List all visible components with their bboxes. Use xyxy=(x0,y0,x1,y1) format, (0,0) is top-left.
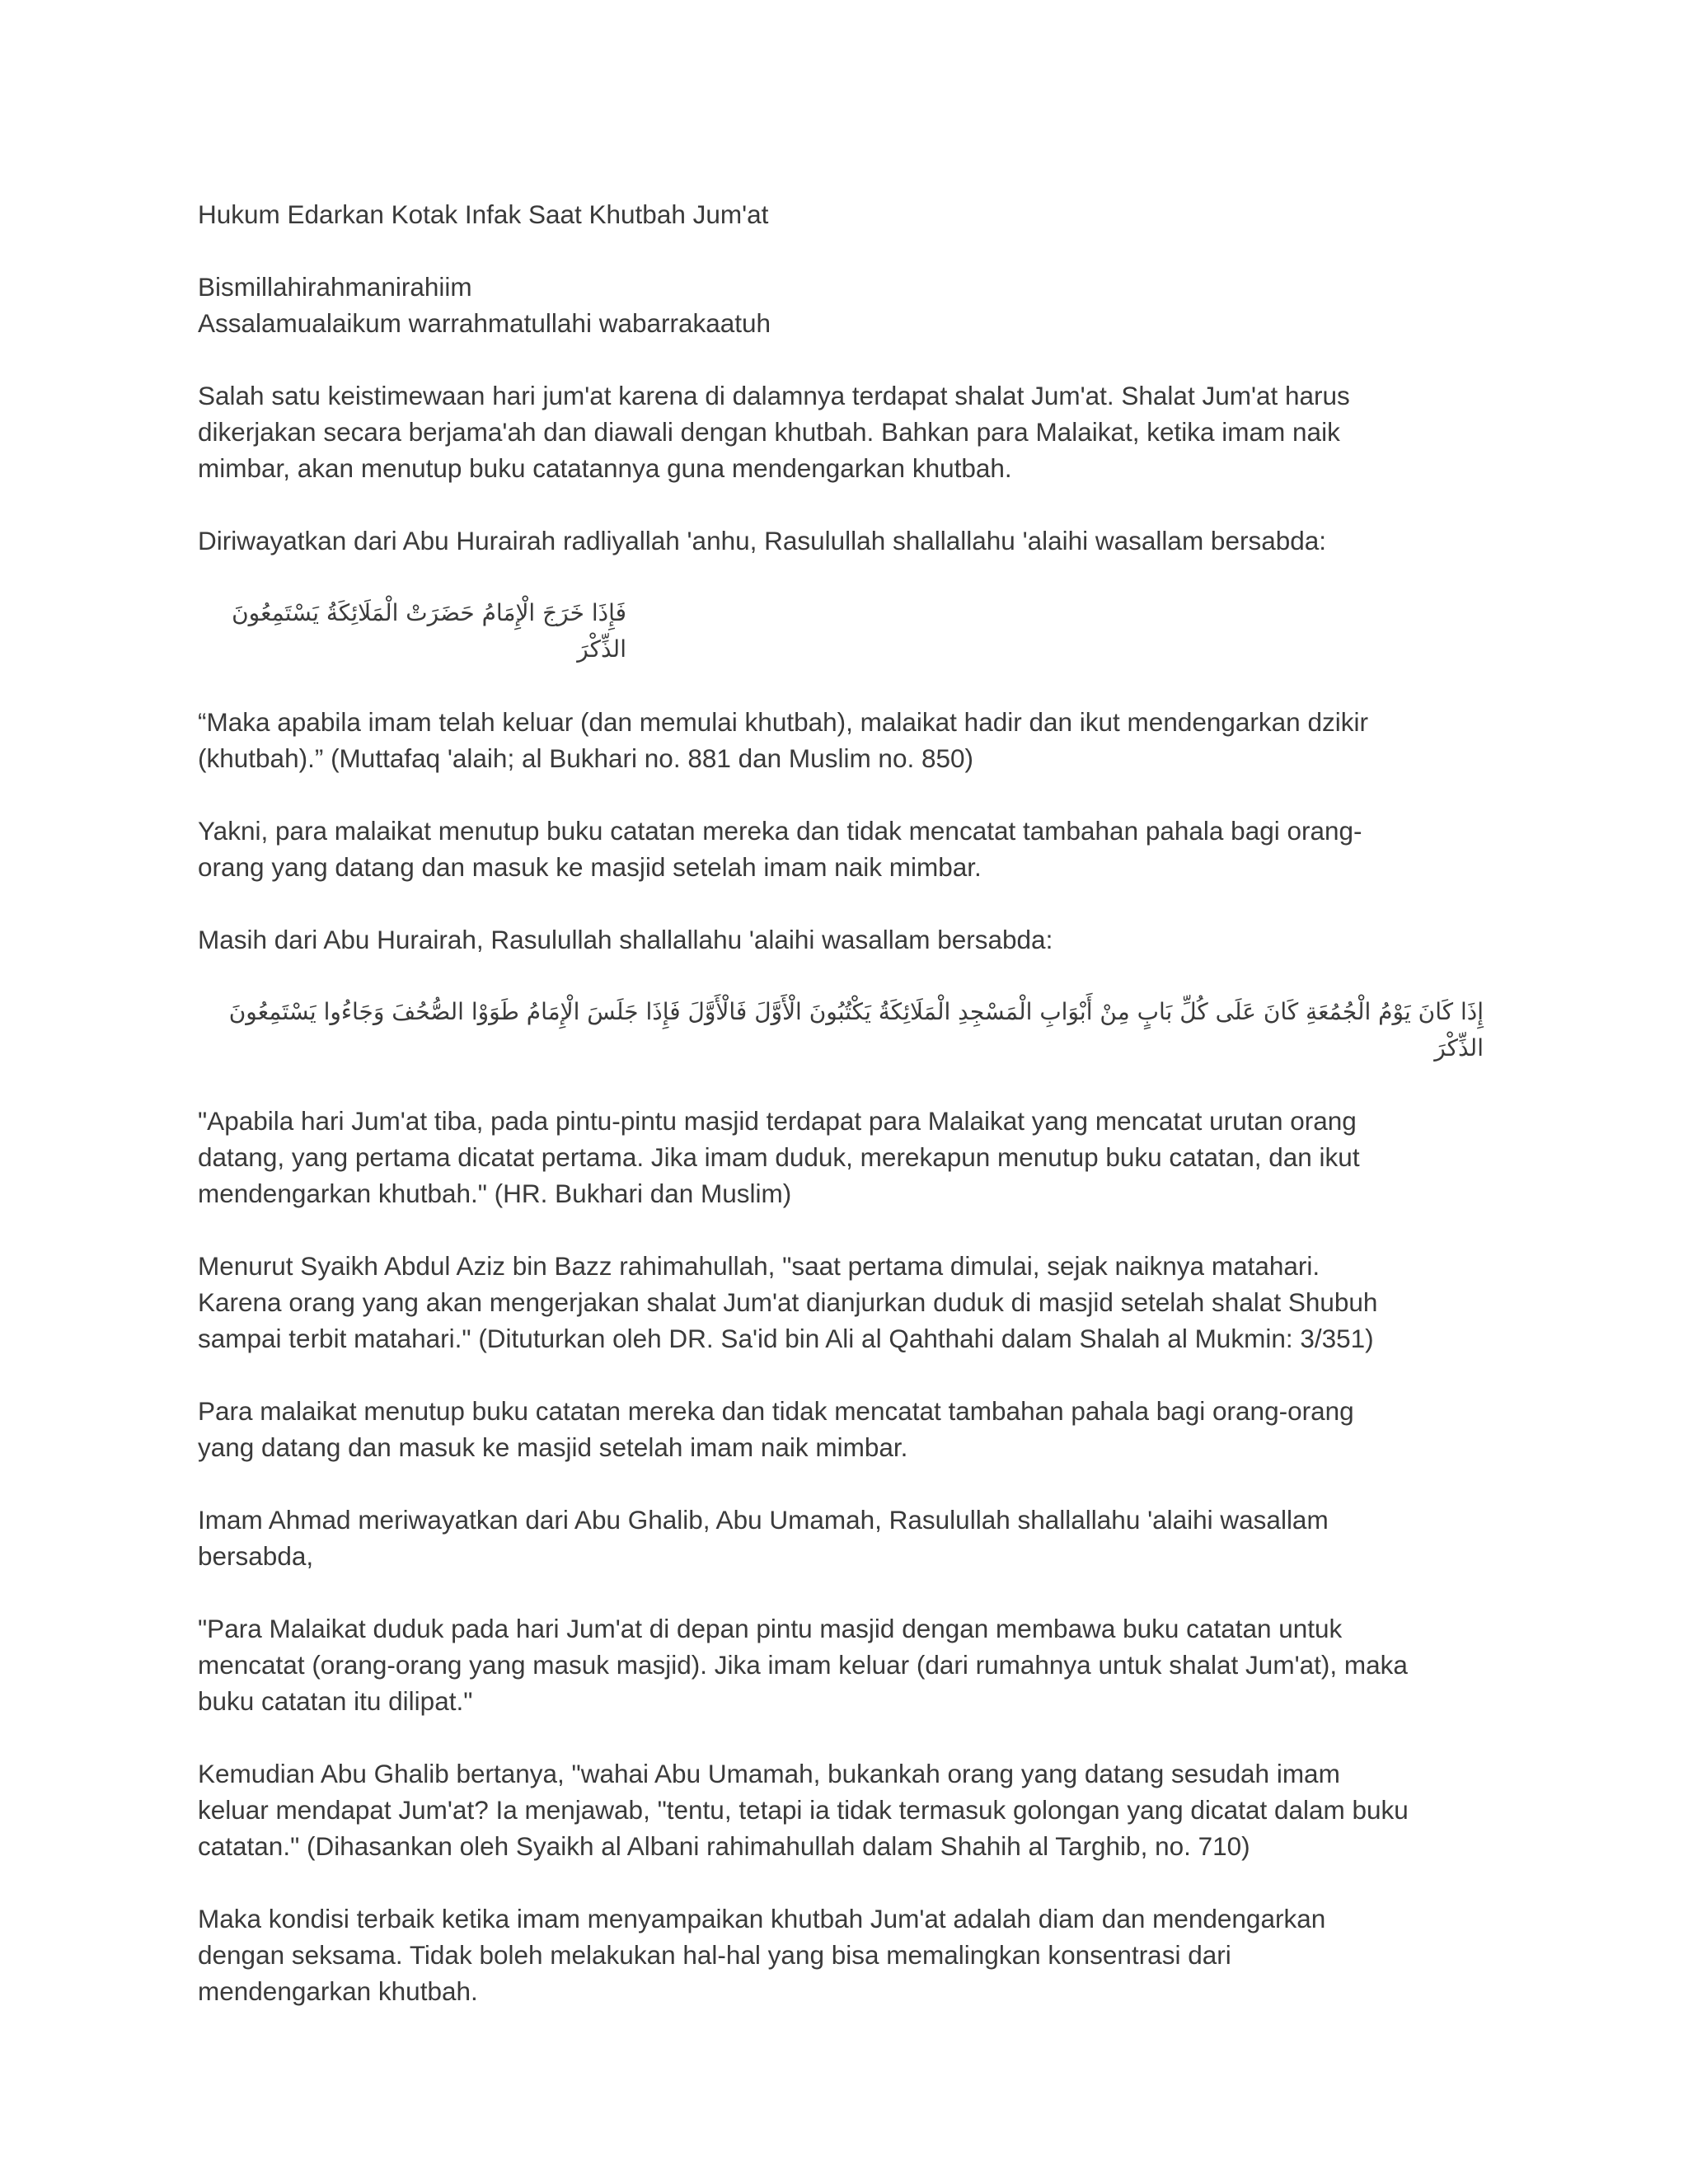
document-body xyxy=(198,196,1517,2046)
paragraph-narration-3: Imam Ahmad meriwayatkan dari Abu Ghalib, Abu Umamah, Rasulullah shallallahu 'alaihi wasallam bersabda, xyxy=(198,1505,1329,1571)
arabic-hadith-2: إِذَا كَانَ يَوْمُ الْجُمُعَةِ كَانَ عَلَى كُلِّ بَابٍ مِنْ أَبْوَابِ الْمَسْجِدِ الْمَلَائِكَةُ يَكْتُبُونَ الْأَوَّلَ فَالْأَوَّلَ فَإِذَا جَلَسَ الْإِمَامُ طَوَوْا الصُّحُفَ وَجَاءُوا يَسْتَمِعُونَ الذِّكْرَ xyxy=(228,998,1484,1062)
paragraph-conclusion: Maka kondisi terbaik ketika imam menyampaikan khutbah Jum'at adalah diam dan mendengarkan dengan seksama. Tidak boleh melakukan hal-hal yang bisa memalingkan konsentrasi dari mendengarkan khutbah. xyxy=(198,1904,1326,2006)
paragraph-bin-bazz: Menurut Syaikh Abdul Aziz bin Bazz rahimahullah, "saat pertama dimulai, sejak naiknya matahari. Karena orang yang akan mengerjakan shalat Jum'at dianjurkan duduk di masjid setelah shalat Shubuh sampai terbit matahari." (Dituturkan oleh DR. Sa'id bin Ali al Qahthahi dalam Shalah al Mukmin: 3/351) xyxy=(198,1251,1378,1353)
document-title: Hukum Edarkan Kotak Infak Saat Khutbah Jum'at xyxy=(198,199,769,229)
greeting-bismillah: Bismillahirahmanirahiim xyxy=(198,272,472,302)
arabic-hadith-1: فَإِذَا خَرَجَ الْإِمَامُ حَضَرَتْ الْمَلَائِكَةُ يَسْتَمِعُونَ الذِّكْرَ xyxy=(232,599,626,663)
paragraph-abu-ghalib: Kemudian Abu Ghalib bertanya, "wahai Abu Umamah, bukankah orang yang datang sesudah imam keluar mendapat Jum'at? Ia menjawab, "tentu, tetapi ia tidak termasuk golongan yang dicatat dalam buku catatan." (Dihasankan oleh Syaikh al Albani rahimahullah dalam Shahih al Targhib, no. 710) xyxy=(198,1759,1409,1861)
paragraph-explanation-2: Para malaikat menutup buku catatan mereka dan tidak mencatat tambahan pahala bagi orang-orang yang datang dan masuk ke masjid setelah imam naik mimbar. xyxy=(198,1396,1354,1462)
paragraph-translation-2: "Apabila hari Jum'at tiba, pada pintu-pintu masjid terdapat para Malaikat yang mencatat urutan orang datang, yang pertama dicatat pertama. Jika imam duduk, merekapun menutup buku catatan, dan ikut mendengarkan khutbah." (HR. Bukhari dan Muslim) xyxy=(198,1106,1360,1208)
paragraph-narration-1: Diriwayatkan dari Abu Hurairah radliyallah 'anhu, Rasulullah shallallahu 'alaihi wasallam bersabda: xyxy=(198,526,1327,555)
paragraph-translation-3: "Para Malaikat duduk pada hari Jum'at di depan pintu masjid dengan membawa buku catatan untuk mencatat (orang-orang yang masuk masjid). Jika imam keluar (dari rumahnya untuk shalat Jum'at), maka buku catatan itu dilipat." xyxy=(198,1614,1408,1716)
paragraph-narration-2: Masih dari Abu Hurairah, Rasulullah shallallahu 'alaihi wasallam bersabda: xyxy=(198,925,1053,954)
paragraph-intro: Salah satu keistimewaan hari jum'at karena di dalamnya terdapat shalat Jum'at. Shalat Jum'at harus dikerjakan secara berjama'ah dan diawali dengan khutbah. Bahkan para Malaikat, ketika imam naik mimbar, akan menutup buku catatannya guna mendengarkan khutbah. xyxy=(198,381,1350,483)
paragraph-translation-1: “Maka apabila imam telah keluar (dan memulai khutbah), malaikat hadir dan ikut mendengarkan dzikir (khutbah).” (Muttafaq 'alaih; al Bukhari no. 881 dan Muslim no. 850) xyxy=(198,707,1368,773)
greeting-salam: Assalamualaikum warrahmatullahi wabarrakaatuh xyxy=(198,308,771,338)
paragraph-explanation-1: Yakni, para malaikat menutup buku catatan mereka dan tidak mencatat tambahan pahala bagi orang- orang yang datang dan masuk ke masjid setelah imam naik mimbar. xyxy=(198,816,1362,882)
